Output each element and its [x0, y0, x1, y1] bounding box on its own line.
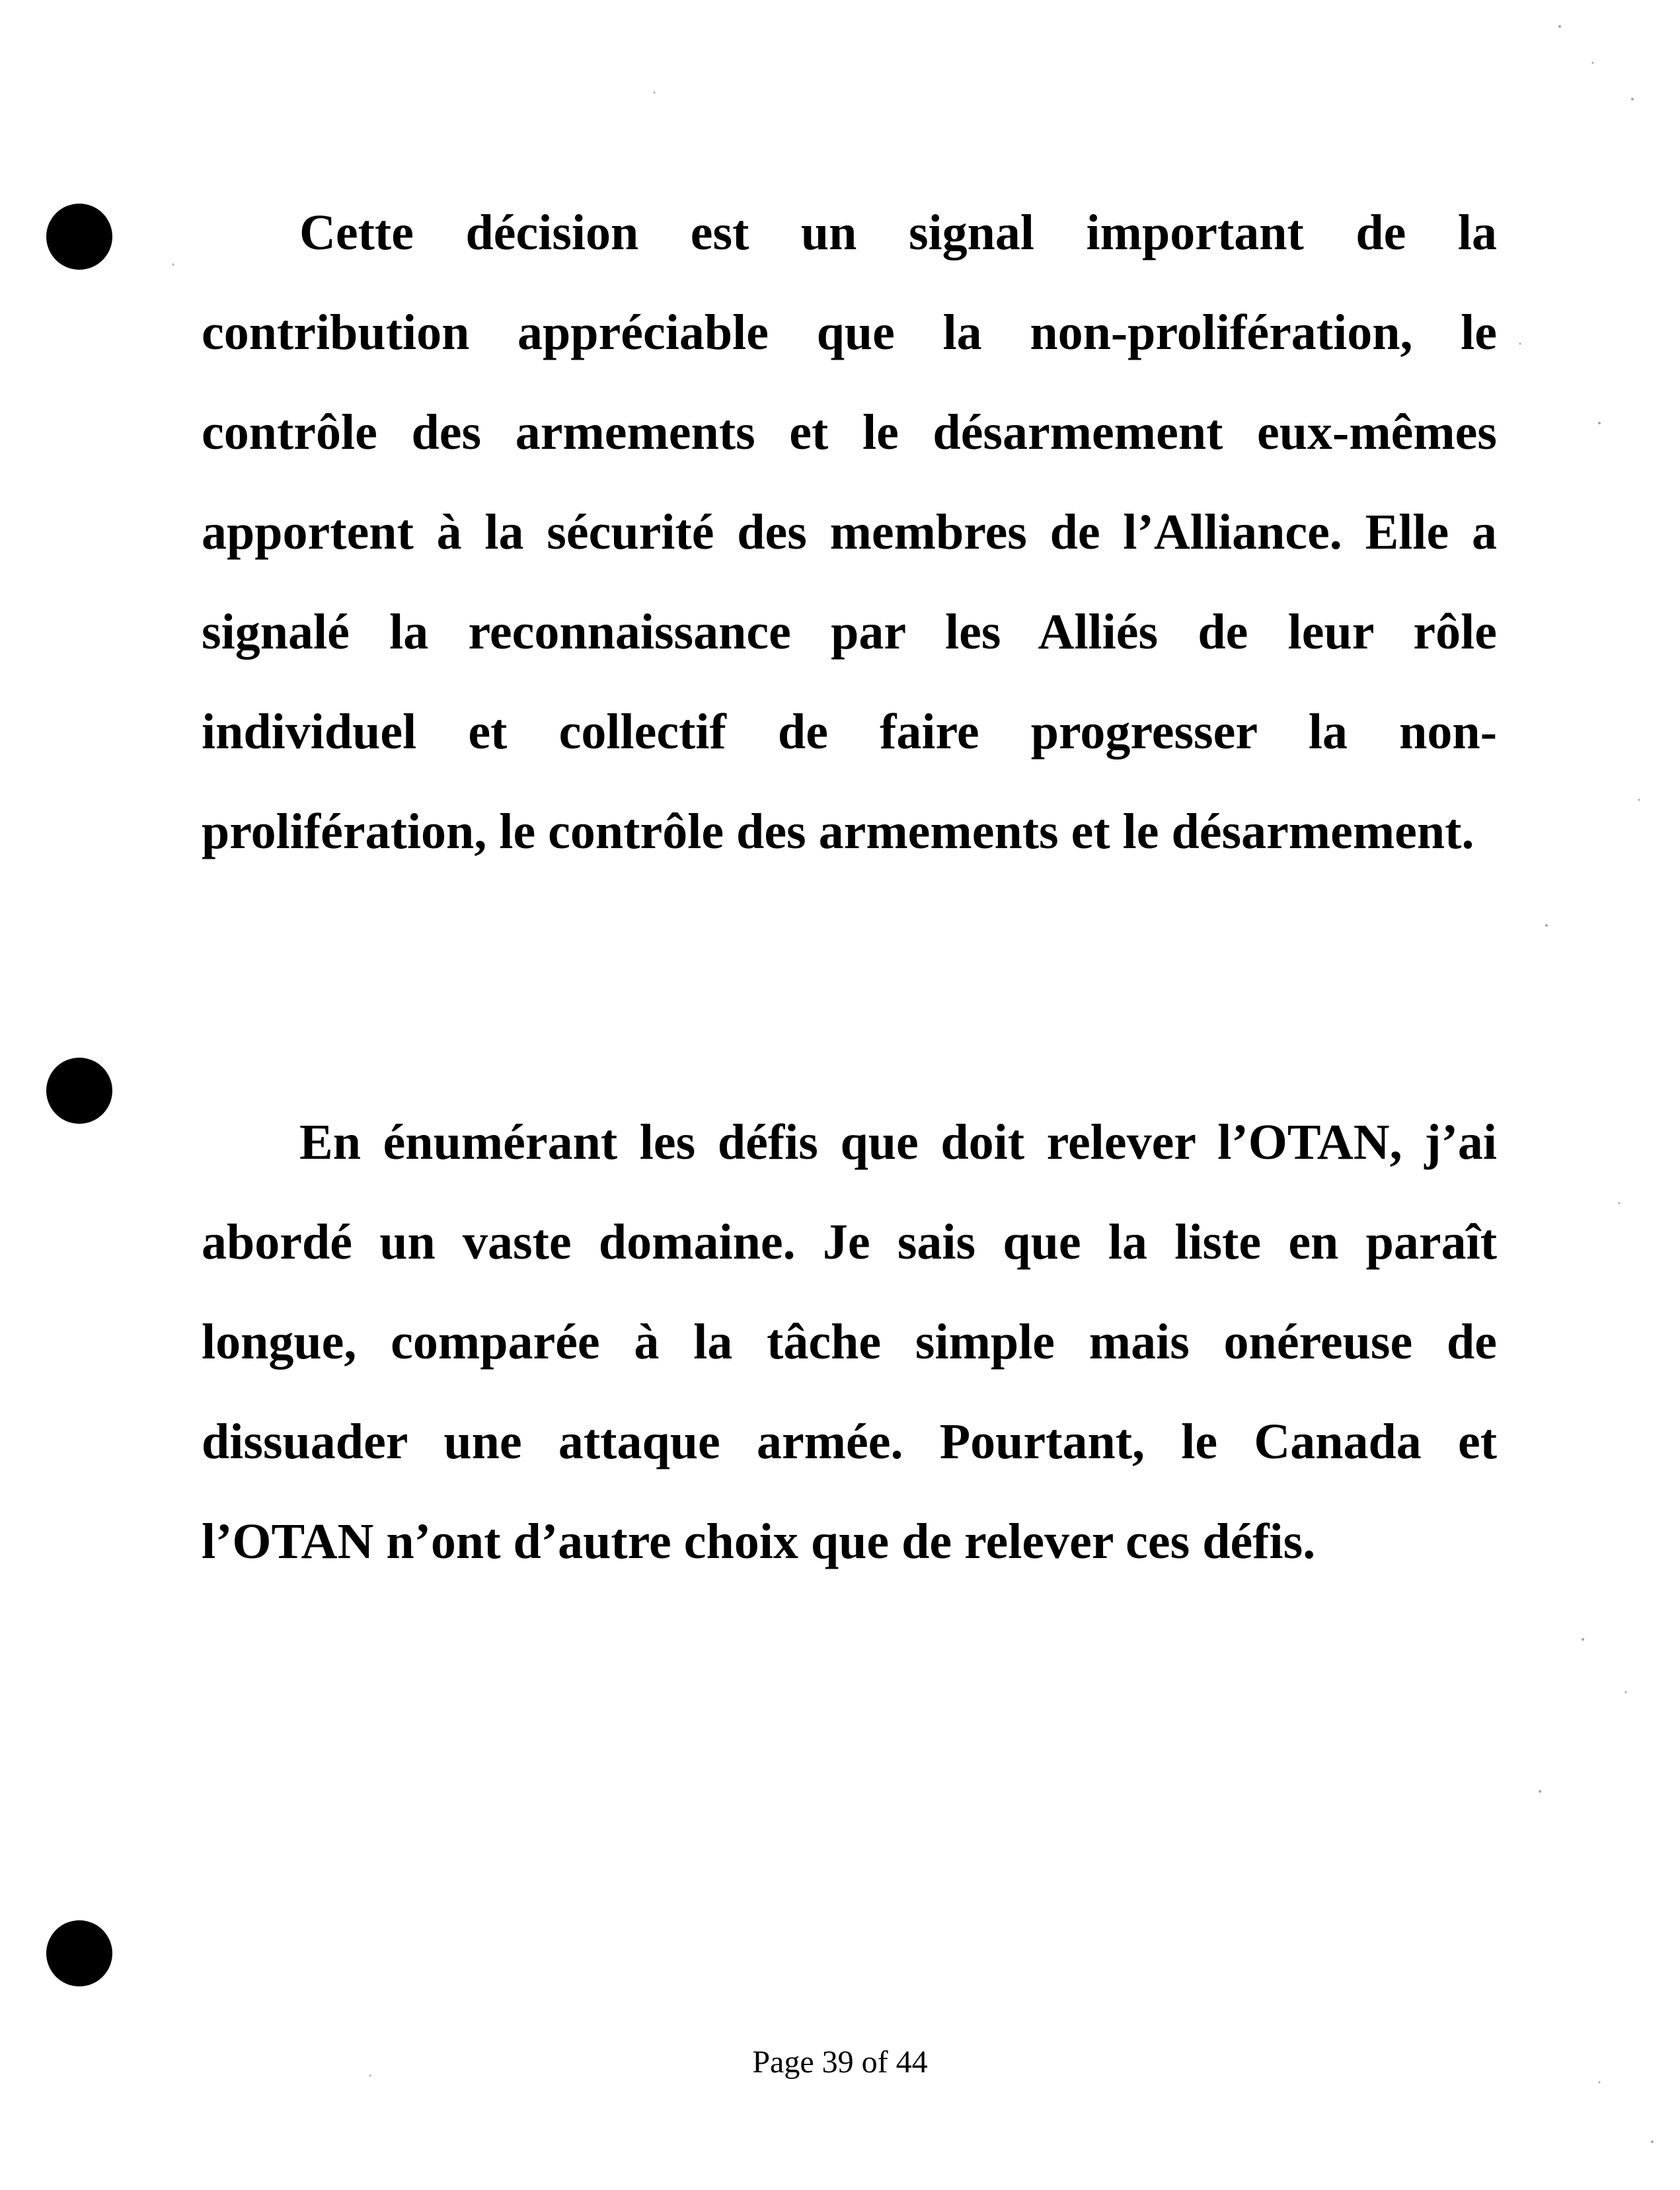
paragraph-2: En énumérant les défis que doit relever l’OTAN, j’ai abordé un vaste domaine. Je sais que la liste en paraît longue, comparée à la tâche simple mais onéreuse de dissuader une attaque armée. Pourtant, le Canada et l’OTAN n’ont d’autre choix que de relever ces défis. [202, 1115, 1497, 1569]
binder-hole-top [46, 204, 112, 270]
binder-hole-bottom [46, 1920, 112, 1986]
binder-hole-middle [46, 1058, 112, 1124]
paragraph-1: Cette décision est un signal important de la contribution appréciable que la non-prolifération, le contrôle des armements et le désarmement eux-mêmes apportent à la sécurité des membres de l’Alliance. Elle a signalé la reconnaissance par les Alliés de leur rôle individuel et collectif de faire progresser la non-prolifération, le contrôle des armements et le désarmement. [202, 205, 1497, 859]
page-number: Page 39 of 44 [752, 2045, 928, 2080]
